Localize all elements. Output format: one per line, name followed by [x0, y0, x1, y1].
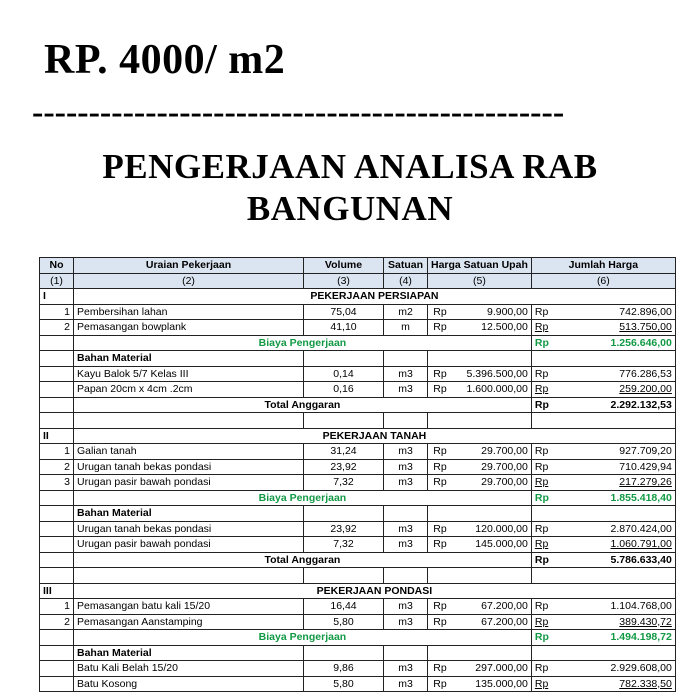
header-volume: Volume — [304, 258, 384, 274]
biaya-row — [40, 630, 676, 646]
currency-label: Rp — [531, 537, 553, 553]
table-row — [40, 475, 676, 491]
biaya-row — [40, 335, 676, 351]
table-row — [40, 320, 676, 336]
table-row — [40, 304, 676, 320]
item-volume: 31,24 — [304, 444, 384, 460]
grand-total: 5.786.633,40 — [553, 552, 675, 568]
table-row — [40, 444, 676, 460]
item-volume: 23,92 — [304, 459, 384, 475]
table-subheader-row — [40, 273, 676, 289]
material-label: Bahan Material — [74, 351, 304, 367]
total-label: Total Anggaran — [74, 397, 532, 413]
section-title: PEKERJAAN PONDASI — [74, 583, 676, 599]
title-line-1: PENGERJAAN ANALISA RAB — [102, 147, 598, 186]
currency-label: Rp — [428, 444, 452, 460]
subheader-1: (1) — [40, 273, 74, 289]
table-row — [40, 676, 676, 692]
material-total: 1.060.791,00 — [553, 537, 675, 553]
table-row — [40, 459, 676, 475]
item-unit: m3 — [384, 599, 428, 615]
item-unit-price: 9.900,00 — [452, 304, 531, 320]
table-row — [40, 366, 676, 382]
table-header-row — [40, 258, 676, 274]
material-unit: m3 — [384, 676, 428, 692]
material-total: 2.929.608,00 — [553, 661, 675, 677]
material-description: Papan 20cm x 4cm .2cm — [74, 382, 304, 398]
currency-label: Rp — [531, 475, 553, 491]
material-total: 2.870.424,00 — [553, 521, 675, 537]
price-heading: RP. 4000/ m2 — [44, 37, 286, 83]
section-title: PEKERJAAN PERSIAPAN — [74, 289, 676, 305]
grand-total: 2.292.132,53 — [553, 397, 675, 413]
section-number: III — [40, 583, 74, 599]
item-unit: m3 — [384, 614, 428, 630]
spacer-row — [40, 413, 676, 429]
currency-label: Rp — [531, 661, 553, 677]
material-price: 145.000,00 — [452, 537, 531, 553]
currency-label: Rp — [531, 382, 553, 398]
section-header-row — [40, 583, 676, 599]
material-description: Kayu Balok 5/7 Kelas III — [74, 366, 304, 382]
currency-label: Rp — [428, 304, 452, 320]
item-description: Pemasangan bowplank — [74, 320, 304, 336]
subheader-6: (6) — [531, 273, 675, 289]
material-header-row — [40, 645, 676, 661]
item-no: 1 — [40, 444, 74, 460]
section-title: PEKERJAAN TANAH — [74, 428, 676, 444]
item-total: 1.104.768,00 — [553, 599, 675, 615]
material-price: 1.600.000,00 — [452, 382, 531, 398]
item-unit-price: 67.200,00 — [452, 614, 531, 630]
dashed-separator: ----------------------------------------------- — [32, 95, 565, 131]
item-total: 217.279,26 — [553, 475, 675, 491]
item-unit-price: 12.500,00 — [452, 320, 531, 336]
item-no: 1 — [40, 304, 74, 320]
currency-label: Rp — [531, 614, 553, 630]
material-price: 120.000,00 — [452, 521, 531, 537]
currency-label: Rp — [531, 459, 553, 475]
header-uraian: Uraian Pekerjaan — [74, 258, 304, 274]
item-description: Pembersihan lahan — [74, 304, 304, 320]
item-total: 927.709,20 — [553, 444, 675, 460]
currency-label: Rp — [531, 599, 553, 615]
item-description: Urugan tanah bekas pondasi — [74, 459, 304, 475]
item-volume: 75,04 — [304, 304, 384, 320]
currency-label: Rp — [428, 382, 452, 398]
section-number: I — [40, 289, 74, 305]
spacer-row — [40, 568, 676, 584]
material-volume: 0,16 — [304, 382, 384, 398]
section-number: II — [40, 428, 74, 444]
material-price: 135.000,00 — [452, 676, 531, 692]
table-row — [40, 599, 676, 615]
subheader-4: (4) — [384, 273, 428, 289]
currency-label: Rp — [428, 661, 452, 677]
currency-label: Rp — [428, 614, 452, 630]
material-volume: 9,86 — [304, 661, 384, 677]
currency-label: Rp — [531, 630, 553, 646]
material-volume: 7,32 — [304, 537, 384, 553]
item-description: Pemasangan batu kali 15/20 — [74, 599, 304, 615]
table-row — [40, 382, 676, 398]
material-price: 5.396.500,00 — [452, 366, 531, 382]
item-unit-price: 29.700,00 — [452, 459, 531, 475]
item-volume: 16,44 — [304, 599, 384, 615]
material-description: Batu Kosong — [74, 676, 304, 692]
item-volume: 7,32 — [304, 475, 384, 491]
item-no: 2 — [40, 614, 74, 630]
material-description: Urugan pasir bawah pondasi — [74, 537, 304, 553]
currency-label: Rp — [531, 304, 553, 320]
currency-label: Rp — [531, 521, 553, 537]
material-unit: m3 — [384, 661, 428, 677]
rab-table — [39, 257, 676, 692]
currency-label: Rp — [428, 676, 452, 692]
currency-label: Rp — [428, 599, 452, 615]
subheader-5: (5) — [428, 273, 532, 289]
currency-label: Rp — [428, 320, 452, 336]
total-row — [40, 552, 676, 568]
material-header-row — [40, 506, 676, 522]
item-no: 2 — [40, 459, 74, 475]
material-label: Bahan Material — [74, 645, 304, 661]
material-total: 259.200,00 — [553, 382, 675, 398]
item-unit: m3 — [384, 475, 428, 491]
header-no: No — [40, 258, 74, 274]
table-row — [40, 614, 676, 630]
subheader-2: (2) — [74, 273, 304, 289]
material-unit: m3 — [384, 366, 428, 382]
material-label: Bahan Material — [74, 506, 304, 522]
material-unit: m3 — [384, 382, 428, 398]
item-unit-price: 29.700,00 — [452, 444, 531, 460]
section-header-row — [40, 289, 676, 305]
currency-label: Rp — [531, 397, 553, 413]
currency-label: Rp — [531, 552, 553, 568]
item-unit: m3 — [384, 459, 428, 475]
biaya-label: Biaya Pengerjaan — [74, 630, 532, 646]
material-total: 776.286,53 — [553, 366, 675, 382]
header-satuan: Satuan — [384, 258, 428, 274]
item-no: 2 — [40, 320, 74, 336]
biaya-row — [40, 490, 676, 506]
currency-label: Rp — [531, 366, 553, 382]
material-unit: m3 — [384, 537, 428, 553]
item-volume: 5,80 — [304, 614, 384, 630]
currency-label: Rp — [428, 521, 452, 537]
item-unit-price: 29.700,00 — [452, 475, 531, 491]
item-total: 742.896,00 — [553, 304, 675, 320]
currency-label: Rp — [428, 366, 452, 382]
item-total: 710.429,94 — [553, 459, 675, 475]
currency-label: Rp — [531, 444, 553, 460]
biaya-total: 1.494.198,72 — [553, 630, 675, 646]
item-total: 513.750,00 — [553, 320, 675, 336]
document-title — [0, 146, 700, 230]
biaya-label: Biaya Pengerjaan — [74, 490, 532, 506]
material-unit: m3 — [384, 521, 428, 537]
material-total: 782.338,50 — [553, 676, 675, 692]
currency-label: Rp — [428, 459, 452, 475]
currency-label: Rp — [531, 320, 553, 336]
material-description: Urugan tanah bekas pondasi — [74, 521, 304, 537]
material-description: Batu Kali Belah 15/20 — [74, 661, 304, 677]
currency-label: Rp — [531, 490, 553, 506]
item-unit: m — [384, 320, 428, 336]
currency-label: Rp — [428, 475, 452, 491]
biaya-total: 1.256.646,00 — [553, 335, 675, 351]
biaya-total: 1.855.418,40 — [553, 490, 675, 506]
table-row — [40, 661, 676, 677]
total-label: Total Anggaran — [74, 552, 532, 568]
item-unit-price: 67.200,00 — [452, 599, 531, 615]
item-total: 389.430,72 — [553, 614, 675, 630]
material-volume: 0,14 — [304, 366, 384, 382]
currency-label: Rp — [428, 537, 452, 553]
header-harga-satuan: Harga Satuan Upah — [428, 258, 532, 274]
item-volume: 41,10 — [304, 320, 384, 336]
material-volume: 23,92 — [304, 521, 384, 537]
table-row — [40, 521, 676, 537]
item-unit: m3 — [384, 444, 428, 460]
header-jumlah: Jumlah Harga — [531, 258, 675, 274]
section-header-row — [40, 428, 676, 444]
item-unit: m2 — [384, 304, 428, 320]
currency-label: Rp — [531, 335, 553, 351]
biaya-label: Biaya Pengerjaan — [74, 335, 532, 351]
subheader-3: (3) — [304, 273, 384, 289]
material-volume: 5,80 — [304, 676, 384, 692]
item-no: 1 — [40, 599, 74, 615]
item-no: 3 — [40, 475, 74, 491]
item-description: Urugan pasir bawah pondasi — [74, 475, 304, 491]
title-line-2: BANGUNAN — [246, 189, 454, 228]
table-row — [40, 537, 676, 553]
total-row — [40, 397, 676, 413]
item-description: Pemasangan Aanstamping — [74, 614, 304, 630]
material-header-row — [40, 351, 676, 367]
material-price: 297.000,00 — [452, 661, 531, 677]
item-description: Galian tanah — [74, 444, 304, 460]
currency-label: Rp — [531, 676, 553, 692]
